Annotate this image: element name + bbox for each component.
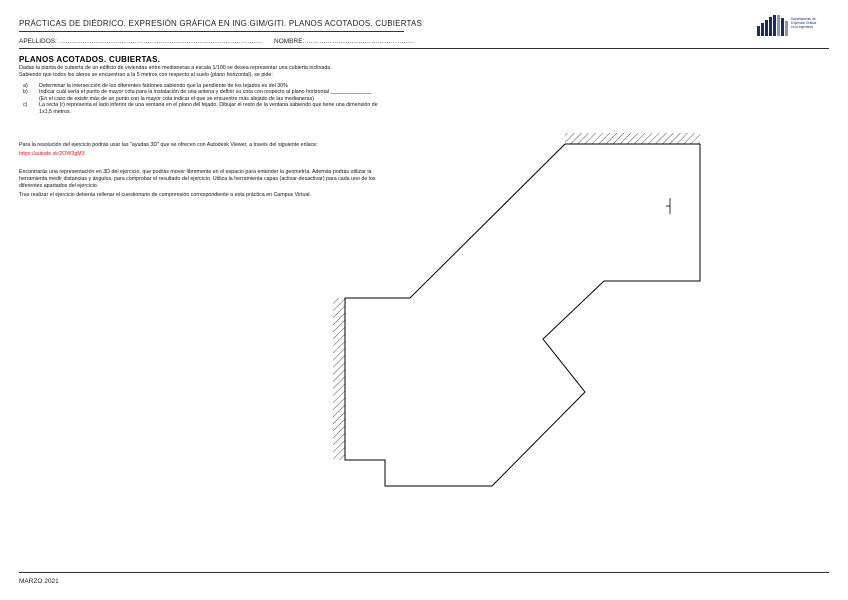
intro-line-1: Dadas la planta de cubierta de un edificio de viviendas entre medianeras a escala 1/100 se desea representar una cubierta inclinada. bbox=[19, 65, 332, 71]
party-wall-left bbox=[333, 298, 345, 460]
nombre-field[interactable]: NOMBRE: ………………………………………….. bbox=[274, 38, 414, 45]
info-line-2: herramienta medir distancias y ángulos, para comprobar el resultado del ejercicio. Utiliza la herramienta capas (activar-desactivar) para cada uno de los bbox=[19, 176, 376, 182]
footer-date: MARZO 2021 bbox=[19, 578, 59, 585]
info-line-3: diferentes apartados del ejercicio. bbox=[19, 183, 99, 189]
task-item-c-cont: 1x1,5 metros. bbox=[39, 108, 72, 115]
task-item-c: c) La recta (r) representa el lado inferior de una ventana en el plano del tejado. Dibujar el resto de la ventana sabiendo que tiene una dimensión de bbox=[23, 102, 378, 109]
info-line-4: Tras realizar el ejercicio deberás rellenar el cuestionario de comprensión correspondiente a esta práctica en Campus Virtual. bbox=[19, 192, 312, 198]
task-item-b-note: (En el caso de existir más de un punto con la mayor cota indicar el que se encuentre más alejado de las medianeras) bbox=[39, 95, 315, 102]
intro-line-2: Sabiendo que todos los aleros se encuentran a la 5 metros con respecto al suelo (plano horizontal), se pide: bbox=[19, 72, 273, 78]
task-item-a: a) Determinar la intersección de los diferentes faldones sabiendo que la pendiente de los tejados es del 30% bbox=[23, 83, 288, 89]
info-line-1: Encontrarás una representación en 3D del ejercicio, que podrás mover libremente en el espacio para entender la geometría. Además podrás utilizar la bbox=[19, 169, 372, 175]
footer-rule bbox=[19, 572, 829, 573]
apellidos-field[interactable]: APELLIDOS: …………………………………………………………………………………. bbox=[19, 38, 263, 45]
party-wall-top bbox=[565, 133, 700, 144]
exercise-title: PLANOS ACOTADOS. CUBIERTAS. bbox=[19, 55, 161, 64]
roof-outline bbox=[345, 144, 700, 486]
page-header-title: PRÁCTICAS DE DIÉDRICO. EXPRESIÓN GRÁFICA EN ING.GIM/GITI. PLANOS ACOTADOS. CUBIERTAS bbox=[19, 19, 423, 28]
logo-text: Departamento de Expresión Gráfica en la Ingeniería bbox=[791, 17, 817, 29]
resolution-text: Para la resolución del ejercicio podrás usar las "ayudas 3D" que se ofrecen con Autodesk Viewer, a través del siguiente enlace: bbox=[19, 142, 318, 148]
autodesk-link[interactable]: https://autode.sk/2OW3gM3 bbox=[19, 151, 85, 157]
task-item-b: b) Indicar cuál sería el punto de mayor cota para la instalación de una antena y definir su cota con respecto al plano horizontal ______________ bbox=[23, 89, 372, 96]
